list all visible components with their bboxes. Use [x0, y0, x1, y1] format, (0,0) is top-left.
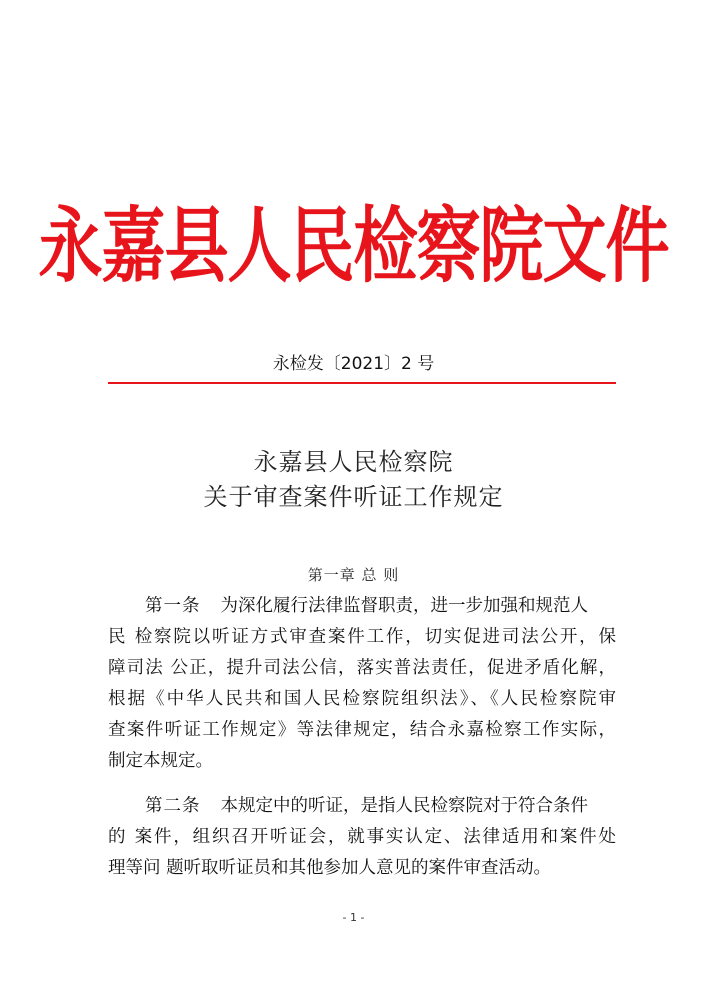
- article-1-text-1: 为深化履行法律监督职责，进一步加强和规范人: [220, 596, 588, 616]
- masthead-title: 永嘉县人民检察院文件: [38, 199, 669, 295]
- article-2-text-2: 的 案件，组织召开听证会，就事实认定、法律适用和案件处: [108, 827, 616, 847]
- article-1-first-line: [145, 593, 588, 619]
- article-2-label: 第二条: [145, 796, 201, 816]
- article-1-text-4: 根据《中华人民共和国人民检察院组织法》、《人民检察院审: [108, 689, 616, 709]
- document-title-line-2: 关于审查案件听证工作规定: [203, 483, 504, 511]
- chapter-heading: 第一章 总 则: [307, 566, 400, 584]
- article-1-text-3: 障司法 公正，提升司法公信，落实普法责任，促进矛盾化解，: [108, 658, 616, 678]
- article-2-text-1: 本规定中的听证，是指人民检察院对于符合条件: [220, 796, 588, 816]
- article-2-text-3: 理等问 题听取听证员和其他参加人意见的案件审查活动。: [108, 858, 552, 878]
- article-1-text-5: 查案件听证工作规定》等法律规定，结合永嘉检察工作实际，: [108, 720, 616, 740]
- document-title-line-1: 永嘉县人民检察院: [253, 448, 454, 476]
- page-number: - 1 -: [342, 911, 365, 924]
- document-number: 永检发〔2021〕2 号: [272, 354, 435, 374]
- article-1-text-2: 民 检察院以听证方式审查案件工作，切实促进司法公开，保: [108, 627, 616, 647]
- article-1-text-6: 制定本规定。: [108, 751, 213, 771]
- article-2-first-line: [145, 793, 588, 819]
- article-1-label: 第一条: [145, 596, 201, 616]
- red-divider-line: [108, 382, 616, 384]
